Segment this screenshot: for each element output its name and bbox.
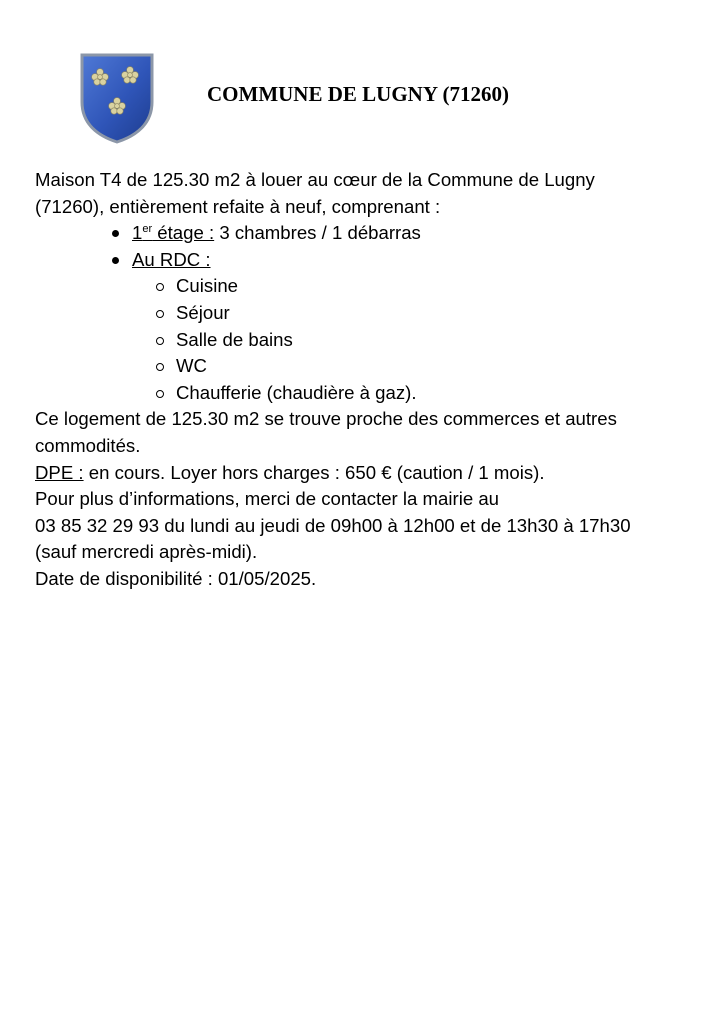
- floor1-label: 1er étage :: [132, 222, 215, 244]
- intro-line-2: (71260), entièrement refaite à neuf, comprenant :: [35, 195, 441, 217]
- list-item: Cuisine: [35, 273, 705, 300]
- rdc-label: Au RDC :: [132, 248, 211, 270]
- contact-line-2: 03 85 32 29 93 du lundi au jeudi de 09h00 à 12h00 et de 13h30 à 17h30: [35, 514, 631, 536]
- bullet-icon: [112, 257, 119, 264]
- contact-line-3: (sauf mercredi après-midi).: [35, 541, 258, 563]
- list-item: WC: [35, 353, 705, 380]
- list-item-floor1: [35, 220, 705, 247]
- location-line-1: Ce logement de 125.30 m2 se trouve proche des commerces et autres: [35, 408, 617, 430]
- intro-line-1: Maison T4 de 125.30 m2 à louer au cœur de la Commune de Lugny: [35, 169, 595, 190]
- listing-body: [35, 167, 705, 593]
- coat-of-arms-icon: [78, 52, 156, 144]
- circle-bullet-icon: [156, 363, 164, 371]
- circle-bullet-icon: [156, 283, 164, 291]
- contact-line-1: Pour plus d’informations, merci de contacter la mairie au: [35, 488, 500, 510]
- dpe-label: DPE :: [35, 461, 84, 483]
- list-item: Salle de bains: [35, 327, 705, 354]
- availability-date: Date de disponibilité : 01/05/2025.: [35, 567, 317, 589]
- bullet-icon: [112, 230, 119, 237]
- floor1-value: 3 chambres / 1 débarras: [214, 222, 421, 244]
- page-title: COMMUNE DE LUGNY (71260): [207, 82, 509, 106]
- location-line-2: commodités.: [35, 434, 141, 456]
- dpe-line: [35, 460, 705, 487]
- list-item-rdc: [35, 247, 705, 274]
- circle-bullet-icon: [156, 310, 164, 318]
- list-item: Chaufferie (chaudière à gaz).: [35, 380, 705, 407]
- dpe-text: en cours. Loyer hors charges : 650 € (caution / 1 mois).: [83, 461, 545, 483]
- circle-bullet-icon: [156, 390, 164, 398]
- circle-bullet-icon: [156, 337, 164, 345]
- list-item: Séjour: [35, 300, 705, 327]
